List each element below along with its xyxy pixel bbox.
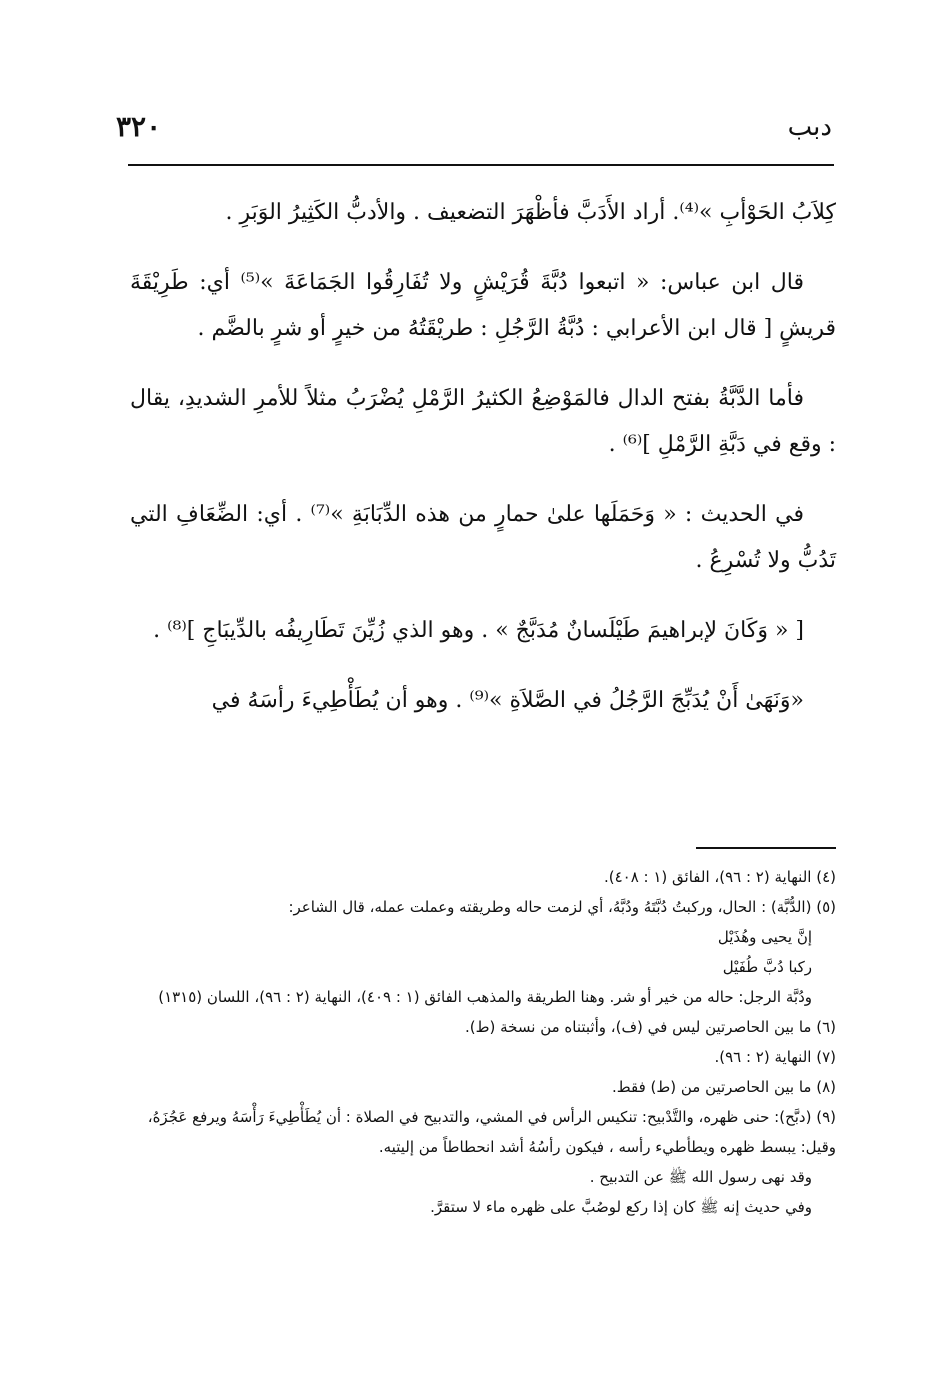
footnote: (٤) النهاية (٢ : ٩٦)، الفائق (١ : ٤٠٨). [603,868,836,886]
paragraph: كِلاَبُ الحَوْأبِ »⁽⁴⁾. أراد الأَدَبَّ فأظْهَرَ التضعيف . والأدبُّ الكَثِيرُ الوَبَرِ . [225,200,836,225]
paragraph: «وَنَهَىٰ أَنْ يُدَبِّجَ الرَّجُلُ في الصَّلاَةِ »⁽⁹⁾ . وهو أن يُطَأْطِيءَ رأسَهُ في [211,688,804,713]
running-header-word: دبب [787,112,832,142]
footnote-verse-line: إنَّ يحيى وهُذَيْل [717,928,812,946]
body-text [130,190,836,748]
footnote: (٦) ما بين الحاصرتين ليس في (ف)، وأثبتناه من نسخة (ط). [465,1018,836,1036]
footnotes [130,862,836,1222]
paragraph: في الحديث : « وَحَمَلَها علىٰ حمارٍ من هذه الدِّبَابَةِ »⁽⁷⁾ . أي: الضِّعَافِ التي تَدُبُّ ولا تُسْرِعُ . [130,502,836,573]
footnote: (٩) (دبَّح): حنى ظهره، والتَّدْبيح: تنكيس الرأس في المشي، والتدبيح في الصلاة : أن يُطَأْطِيءَ رَأْسَهُ ويرفع عَجُزَهُ، وقيل: يبسط ظهره ويطأطيء رأسه ، فيكون رأسُهُ أشد انحطاطاً من إليتيه. [147,1108,836,1156]
header-rule [128,164,834,166]
paragraph: [ « وَكَانَ لإبراهيمَ طَيْلَسانٌ مُدَبَّجٌ » . وهو الذي زُيِّنَ تَطَارِيفُه بالدِّيبَاجِ ]⁽⁸⁾ . [153,618,804,643]
footnote-verse-line: ركبا دُبَّ طُفَيْل [722,958,812,976]
footnote-continuation: وقد نهى رسول الله ﷺ عن التدبيح . [589,1168,812,1186]
page-number: ٣٢٠ [116,110,162,143]
footnote: (٨) ما بين الحاصرتين من (ط) فقط. [611,1078,836,1096]
footnote: (٥) (الدُّبَّة) : الحال، وركبتُ دُبَّتَهُ ودُبَّهُ، أي لزمت حاله وطريقته وعملت عمله، قال الشاعر: [288,898,836,916]
paragraph: قال ابن عباس: « اتبعوا دُبَّةَ قُرَيْشٍ ولا تُفَارِقُوا الجَمَاعَةَ »⁽⁵⁾ أي: طَرِيْقَةَ قريشٍ [ قال ابن الأعرابي : دُبَّةُ الرَّجُلِ : طريْقَتُهُ من خيرٍ أو شرٍ بالضَّم . [130,270,836,341]
footnote-continuation: وفي حديث إنه ﷺ كان إذا ركع لوصُبَّ على ظهره ماء لا ستقرَّ. [430,1198,812,1216]
footnote-rule [696,847,836,849]
footnote: (٧) النهاية (٢ : ٩٦). [714,1048,836,1066]
paragraph: فأما الدَّبَّةُ بفتح الدال فالمَوْضِعُ الكثيرُ الرَّمْلِ يُضْرَبُ مثلاً للأمرِ الشديدِ، يقال : وقع في دَبَّةِ الرَّمْلِ ]⁽⁶⁾ . [130,386,836,457]
footnote-continuation: ودُبَّة الرجل: حاله من خير أو شر. وهنا الطريقة والمذهب الفائق (١ : ٤٠٩)، النهاية (٢ : ٩٦)، اللسان (١٣١٥) [158,988,812,1006]
